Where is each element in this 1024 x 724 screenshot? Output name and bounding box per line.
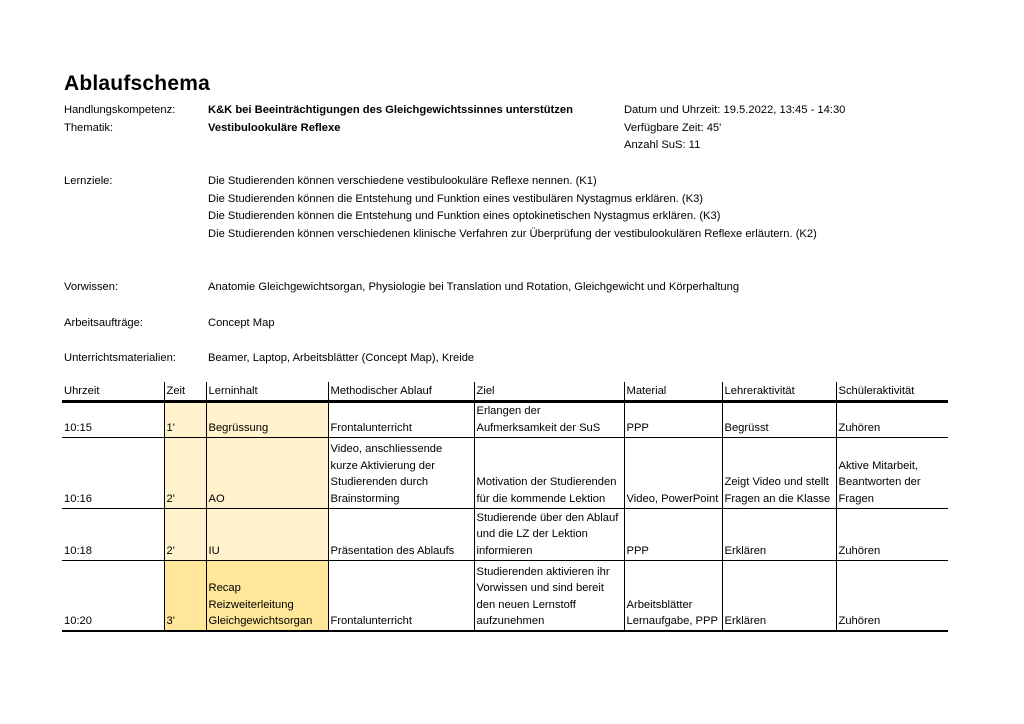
cell-uhrzeit: 10:18: [62, 508, 164, 560]
thematik-label: Thematik:: [64, 122, 114, 134]
table-row: [62, 508, 948, 560]
table-row: [62, 560, 948, 631]
verfuegbare-zeit: Verfügbare Zeit: 45': [624, 122, 722, 134]
cell-ziel: Erlangen der Aufmerksamkeit der SuS: [474, 401, 624, 437]
cell-lehrer: Begrüsst: [722, 401, 836, 437]
cell-zeit: 2': [164, 508, 206, 560]
column-header-material: Material: [624, 382, 722, 401]
cell-ziel: Studierenden aktivieren ihr Vorwissen und sind bereit den neuen Lernstoff aufzunehmen: [474, 560, 624, 631]
lernziele-label: Lernziele:: [64, 175, 113, 187]
column-header-lerninhalt: Lerninhalt: [206, 382, 328, 401]
table-header-row: [62, 382, 948, 401]
cell-zeit: 2': [164, 437, 206, 508]
handlungskompetenz-value: K&K bei Beeinträchtigungen des Gleichgewichtssinnes unterstützen: [208, 104, 573, 116]
cell-material: PPP: [624, 508, 722, 560]
cell-lerninhalt: Begrüssung: [206, 401, 328, 437]
lernziel-item: Die Studierenden können die Entstehung und Funktion eines optokinetischen Nystagmus erklären. (K3): [208, 210, 721, 222]
datum-uhrzeit: Datum und Uhrzeit: 19.5.2022, 13:45 - 14:30: [624, 104, 846, 116]
ablauf-table: [62, 382, 948, 632]
table-row: [62, 437, 948, 508]
cell-lehrer: Zeigt Video und stellt Fragen an die Klasse: [722, 437, 836, 508]
cell-methode: Frontalunterricht: [328, 401, 474, 437]
cell-uhrzeit: 10:16: [62, 437, 164, 508]
column-header-methode: Methodischer Ablauf: [328, 382, 474, 401]
cell-ziel: Studierende über den Ablauf und die LZ der Lektion informieren: [474, 508, 624, 560]
column-header-lehrer: Lehreraktivität: [722, 382, 836, 401]
cell-material: PPP: [624, 401, 722, 437]
column-header-ziel: Ziel: [474, 382, 624, 401]
lernziel-item: Die Studierenden können verschiedene vestibulookuläre Reflexe nennen. (K1): [208, 175, 597, 187]
cell-lerninhalt: AO: [206, 437, 328, 508]
thematik-value: Vestibulookuläre Reflexe: [208, 122, 341, 134]
vorwissen-value: Anatomie Gleichgewichtsorgan, Physiologie bei Translation und Rotation, Gleichgewicht und Körperhaltung: [208, 281, 740, 293]
cell-methode: Frontalunterricht: [328, 560, 474, 631]
lernziel-item: Die Studierenden können die Entstehung und Funktion eines vestibulären Nystagmus erklären. (K3): [208, 193, 704, 205]
cell-ziel: Motivation der Studierenden für die kommende Lektion: [474, 437, 624, 508]
column-header-schueler: Schüleraktivität: [836, 382, 948, 401]
arbeitsauftraege-value: Concept Map: [208, 317, 275, 329]
cell-uhrzeit: 10:20: [62, 560, 164, 631]
cell-lehrer: Erklären: [722, 560, 836, 631]
table-row: [62, 401, 948, 437]
column-header-uhrzeit: Uhrzeit: [62, 382, 164, 401]
materialien-value: Beamer, Laptop, Arbeitsblätter (Concept Map), Kreide: [208, 352, 475, 364]
cell-material: Arbeitsblätter Lernaufgabe, PPP: [624, 560, 722, 631]
cell-material: Video, PowerPoint: [624, 437, 722, 508]
cell-schueler: Zuhören: [836, 401, 948, 437]
cell-schueler: Aktive Mitarbeit, Beantworten der Fragen: [836, 437, 948, 508]
cell-lehrer: Erklären: [722, 508, 836, 560]
cell-methode: Video, anschliessende kurze Aktivierung der Studierenden durch Brainstorming: [328, 437, 474, 508]
handlungskompetenz-label: Handlungskompetenz:: [64, 104, 176, 116]
cell-uhrzeit: 10:15: [62, 401, 164, 437]
cell-methode: Präsentation des Ablaufs: [328, 508, 474, 560]
cell-zeit: 1': [164, 401, 206, 437]
materialien-label: Unterrichtsmaterialien:: [64, 352, 176, 364]
page-title: Ablaufschema: [64, 72, 210, 95]
column-header-zeit: Zeit: [164, 382, 206, 401]
vorwissen-label: Vorwissen:: [64, 281, 119, 293]
lernziel-item: Die Studierenden können verschiedenen klinische Verfahren zur Überprüfung der vestibulookulären Reflexe erläutern. (K2): [208, 228, 817, 240]
cell-lerninhalt: IU: [206, 508, 328, 560]
arbeitsauftraege-label: Arbeitsaufträge:: [64, 317, 143, 329]
cell-zeit: 3': [164, 560, 206, 631]
anzahl-sus: Anzahl SuS: 11: [624, 139, 701, 151]
cell-lerninhalt: Recap Reizweiterleitung Gleichgewichtsorgan: [206, 560, 328, 631]
cell-schueler: Zuhören: [836, 508, 948, 560]
cell-schueler: Zuhören: [836, 560, 948, 631]
